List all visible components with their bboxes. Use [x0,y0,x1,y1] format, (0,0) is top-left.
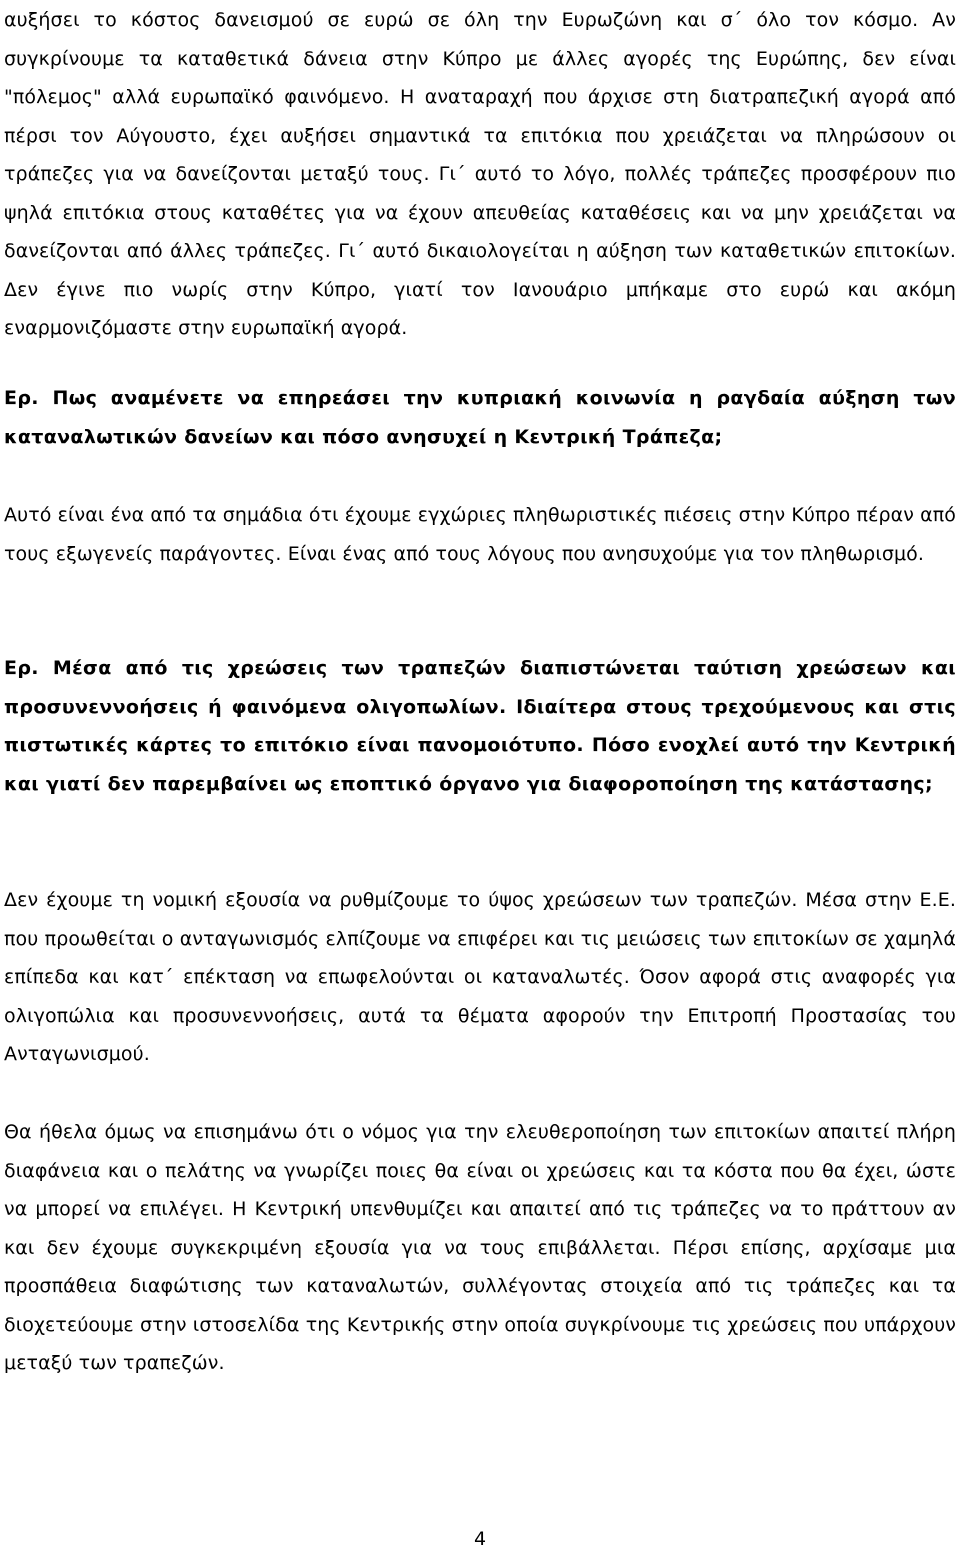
question-bank-charges: Ερ. Μέσα από τις χρεώσεις των τραπεζών διαπιστώνεται ταύτιση χρεώσεων και προσυνεννοήσεις ή φαινόμενα ολιγοπωλίων. Ιδιαίτερα στους τρεχούμενους και στις πιστωτικές κάρτες το επιτόκιο είναι πανομοιότυπο. Πόσο ενοχλεί αυτό την Κεντρική και γιατί δεν παρεμβαίνει ως εποπτικό όργανο για διαφοροποίηση της κατάστασης; [4,657,956,795]
answer-bank-charges-paragraph-2: Θα ήθελα όμως να επισημάνω ότι ο νόμος για την ελευθεροποίηση των επιτοκίων απαιτεί πλήρη διαφάνεια και ο πελάτης να γνωρίζει ποιες θα είναι οι χρεώσεις και τα κόστα που θα έχει, ώστε να μπορεί να επιλέγει. Η Κεντρική υπενθυμίζει και απαιτεί από τις τράπεζες να το πράττουν αν και δεν έχουμε συγκεκριμένη εξουσία για να τους επιβάλλεται. Πέρσι επίσης, αρχίσαμε μια προσπάθεια διαφώτισης των καταναλωτών, συλλέγοντας στοιχεία από τις τράπεζες και τα διοχετεύουμε στην ιστοσελίδα της Κεντρικής στην οποία συγκρίνουμε τις χρεώσεις που υπάρχουν μεταξύ των τραπεζών. [4,1121,956,1374]
question-consumer-loans: Ερ. Πως αναμένετε να επηρεάσει την κυπριακή κοινωνία η ραγδαία αύξηση των καταναλωτικών δανείων και πόσο ανησυχεί η Κεντρική Τράπεζα; [4,387,956,448]
page-number: 4 [473,1528,487,1550]
continued-paragraph: αυξήσει το κόστος δανεισμού σε ευρώ σε όλη την Ευρωζώνη και σ΄ όλο τον κόσμο. Αν συγκρίνουμε τα καταθετικά δάνεια στην Κύπρο με άλλες αγορές της Ευρώπης, δεν είναι "πόλεμος" αλλά ευρωπαϊκό φαινόμενο. Η αναταραχή που άρχισε στη διατραπεζική αγορά από πέρσι τον Αύγουστο, έχει αυξήσει σημαντικά τα επιτόκια που χρειάζεται να πληρώσουν οι τράπεζες για να δανείζονται μεταξύ τους. Γι΄ αυτό το λόγο, πολλές τράπεζες προσφέρουν πιο ψηλά επιτόκια στους καταθέτες για να έχουν απευθείας καταθέσεις και να μην χρειάζεται να δανείζονται από άλλες τράπεζες. Γι΄ αυτό δικαιολογείται η αύξηση των καταθετικών επιτοκίων. Δεν έγινε πιο νωρίς στην Κύπρο, γιατί τον Ιανουάριο μπήκαμε στο ευρώ και ακόμη εναρμονιζόμαστε στην ευρωπαϊκή αγορά. [4,9,956,339]
answer-bank-charges-paragraph-1: Δεν έχουμε τη νομική εξουσία να ρυθμίζουμε το ύψος χρεώσεων των τραπεζών. Μέσα στην Ε.Ε. που προωθείται ο ανταγωνισμός ελπίζουμε να επιφέρει και τις μειώσεις των επιτοκίων σε χαμηλά επίπεδα και κατ΄ επέκταση να επωφελούνται οι καταναλωτές. Όσον αφορά στις αναφορές για ολιγοπώλια και προσυνεννοήσεις, αυτά τα θέματα αφορούν την Επιτροπή Προστασίας του Ανταγωνισμού. [4,889,956,1065]
answer-consumer-loans: Αυτό είναι ένα από τα σημάδια ότι έχουμε εγχώριες πληθωριστικές πιέσεις στην Κύπρο πέραν από τους εξωγενείς παράγοντες. Είναι ένας από τους λόγους που ανησυχούμε για τον πληθωρισμό. [4,504,956,565]
